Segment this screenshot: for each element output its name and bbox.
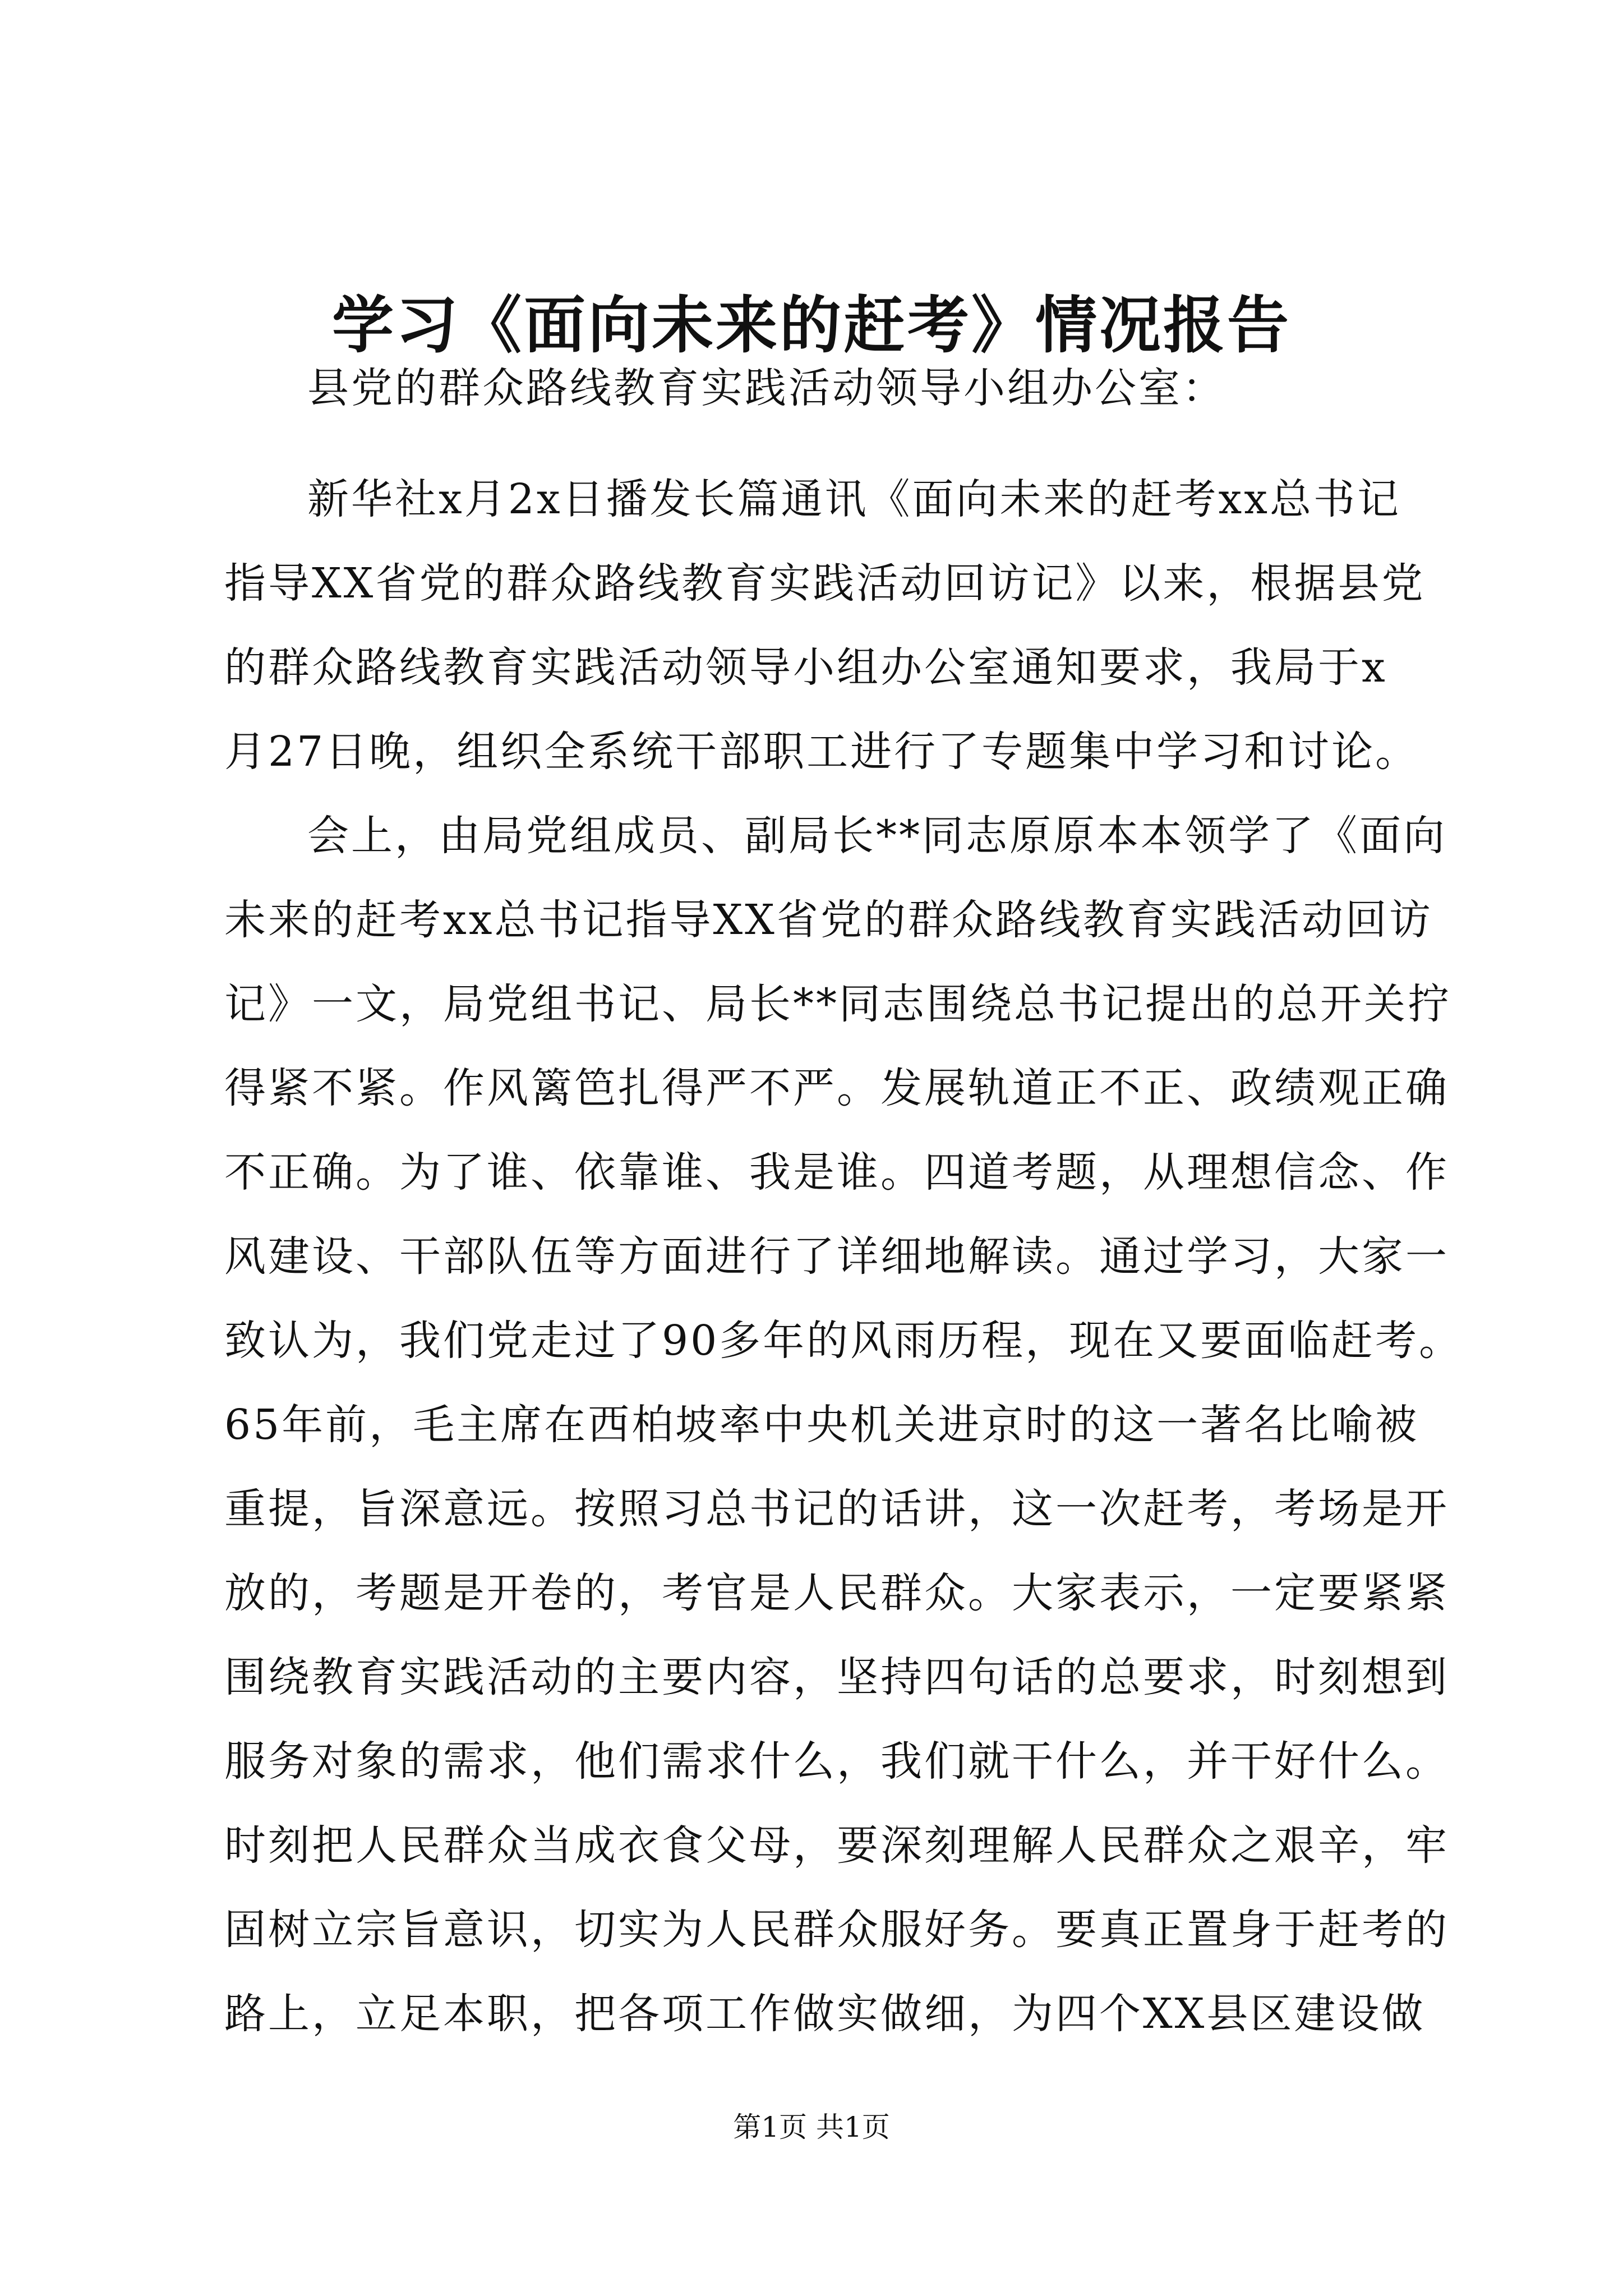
paragraph-line: 风建设、干部队伍等方面进行了详细地解读。通过学习，大家一 — [224, 1232, 1449, 1281]
salutation-line: 县党的群众路线教育实践活动领导小组办公室： — [307, 364, 1226, 412]
paragraph-line: 指导XX省党的群众路线教育实践活动回访记》以来，根据县党 — [224, 559, 1426, 608]
paragraph-line: 65年前，毛主席在西柏坡率中央机关进京时的这一著名比喻被 — [224, 1401, 1419, 1449]
paragraph-line: 未来的赶考xx总书记指导XX省党的群众路线教育实践活动回访 — [224, 896, 1433, 944]
page-number: 第1页 共1页 — [733, 2111, 890, 2143]
paragraph-line: 记》一文，局党组书记、局长**同志围绕总书记提出的总开关拧 — [224, 980, 1451, 1028]
paragraph-line: 会上，由局党组成员、副局长**同志原原本本领学了《面向 — [307, 812, 1447, 860]
paragraph-line: 致认为，我们党走过了90多年的风雨历程，现在又要面临赶考。 — [224, 1317, 1463, 1365]
paragraph-line: 路上，立足本职，把各项工作做实做细，为四个XX县区建设做 — [224, 1990, 1426, 2038]
paragraph-line: 固树立宗旨意识，切实为人民群众服好务。要真正置身于赶考的 — [224, 1906, 1449, 1954]
paragraph-line: 重提，旨深意远。按照习总书记的话讲，这一次赶考，考场是开 — [224, 1485, 1449, 1533]
paragraph-line: 围绕教育实践活动的主要内容，坚持四句话的总要求，时刻想到 — [224, 1653, 1449, 1701]
paragraph-line: 不正确。为了谁、依靠谁、我是谁。四道考题，从理想信念、作 — [224, 1148, 1449, 1197]
paragraph-line: 放的，考题是开卷的，考官是人民群众。大家表示，一定要紧紧 — [224, 1569, 1449, 1617]
paragraph-line: 新华社x月2x日播发长篇通讯《面向未来的赶考xx总书记 — [307, 475, 1401, 523]
paragraph-line: 得紧不紧。作风篱笆扎得严不严。发展轨道正不正、政绩观正确 — [224, 1064, 1449, 1112]
document-title: 学习《面向未来的赶考》情况报告 — [332, 289, 1291, 361]
paragraph-line: 的群众路线教育实践活动领导小组办公室通知要求，我局于x — [224, 643, 1387, 692]
paragraph-line: 月27日晚，组织全系统干部职工进行了专题集中学习和讨论。 — [224, 728, 1419, 776]
paragraph-line: 时刻把人民群众当成衣食父母，要深刻理解人民群众之艰辛，牢 — [224, 1821, 1449, 1870]
paragraph-line: 服务对象的需求，他们需求什么，我们就干什么，并干好什么。 — [224, 1737, 1449, 1786]
